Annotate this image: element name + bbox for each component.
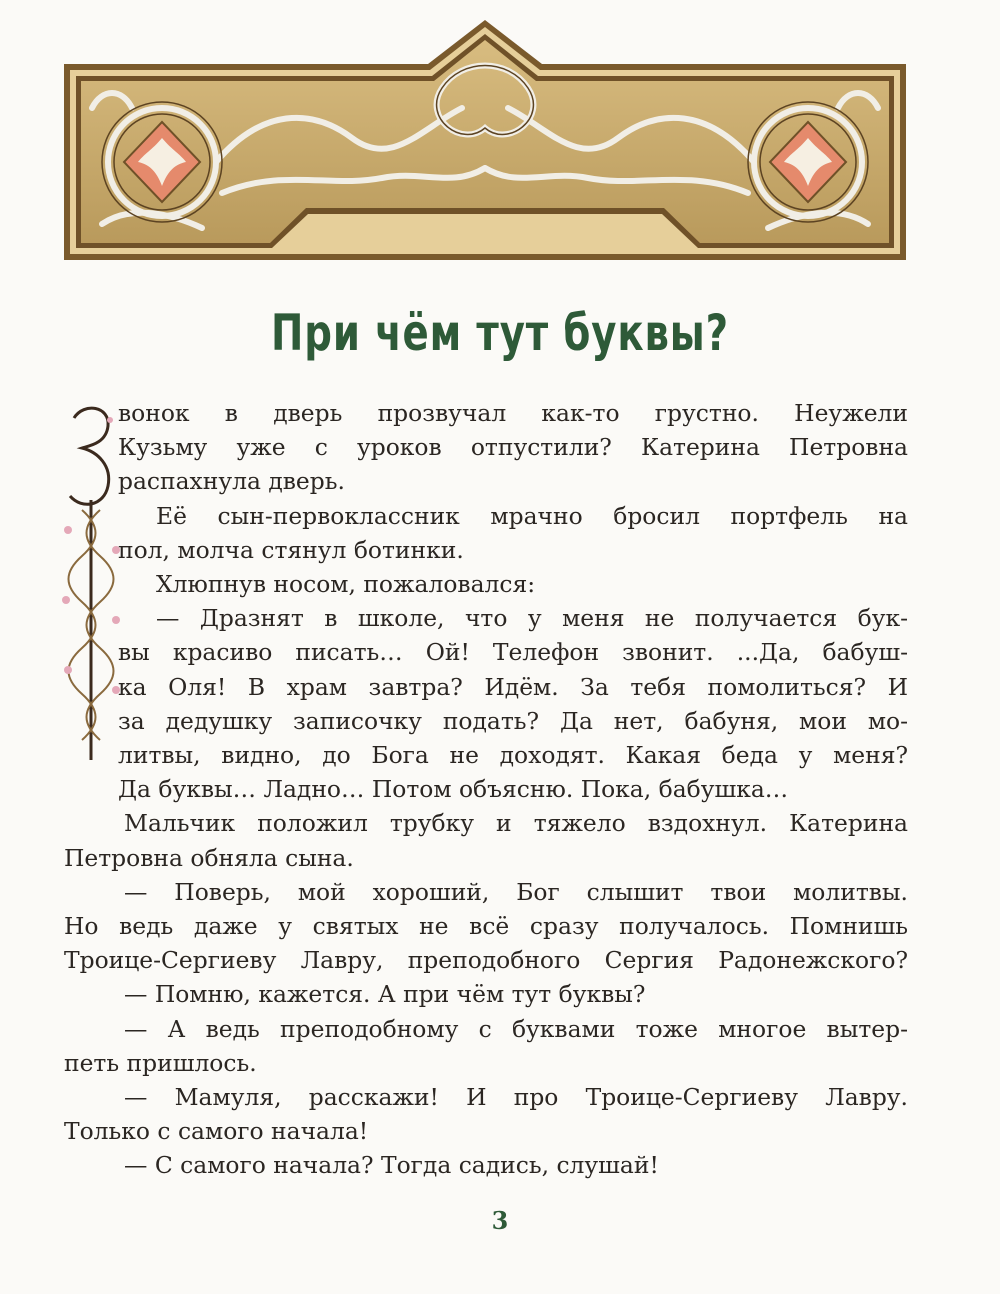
text-line: — С самого начала? Тогда садись, слушай! [124, 1151, 659, 1180]
text-line: Её сын-первоклассник мрачно бросил портфель на [156, 501, 908, 530]
text-line: — Мамуля, расскажи! И про Троице-Сергиеву Лавру. [124, 1083, 908, 1112]
text-line: Но ведь даже у святых не всё сразу получалось. Помнишь [64, 912, 908, 941]
text-line: петь пришлось. [64, 1048, 257, 1077]
text-line: вы красиво писать… Ой! Телефон звонит. ...Да, бабуш- [118, 638, 908, 667]
text-line: распахнула дверь. [118, 467, 345, 496]
text-line: Да буквы… Ладно… Потом объясню. Пока, бабушка… [118, 775, 789, 804]
text-line: — А ведь преподобному с буквами тоже многое вытер- [124, 1014, 908, 1043]
text-line: Хлюпнув носом, пожаловался: [156, 570, 536, 599]
text-line: Троице-Сергиеву Лавру, преподобного Сергия Радонежского? [64, 946, 908, 975]
body-text [64, 396, 908, 1183]
text-line: ка Оля! В храм завтра? Идём. За тебя помолиться? И [118, 672, 908, 701]
text-line: вонок в дверь прозвучал как-то грустно. Неужели [118, 399, 908, 427]
text-line: Только с самого начала! [64, 1117, 369, 1146]
text-line: — Помню, кажется. А при чём тут буквы? [124, 980, 646, 1009]
text-line: — Дразнят в школе, что у меня не получается бук- [156, 604, 908, 633]
page-number: 3 [491, 1206, 509, 1235]
text-line: Петровна обняла сына. [64, 843, 354, 872]
text-line: Кузьму уже с уроков отпустили? Катерина Петровна [118, 433, 908, 462]
header-ornament [62, 18, 908, 262]
text-line: — Поверь, мой хороший, Бог слышит твои молитвы. [124, 877, 908, 906]
page-title: При чём тут буквы? [271, 304, 729, 362]
text-line: литвы, видно, до Бога не доходят. Какая беда у меня? [118, 741, 908, 770]
text-line: за дедушку записочку подать? Да нет, бабуня, мои мо- [118, 706, 908, 735]
text-line: Мальчик положил трубку и тяжело вздохнул. Катерина [124, 809, 908, 838]
text-line: пол, молча стянул ботинки. [118, 535, 464, 564]
